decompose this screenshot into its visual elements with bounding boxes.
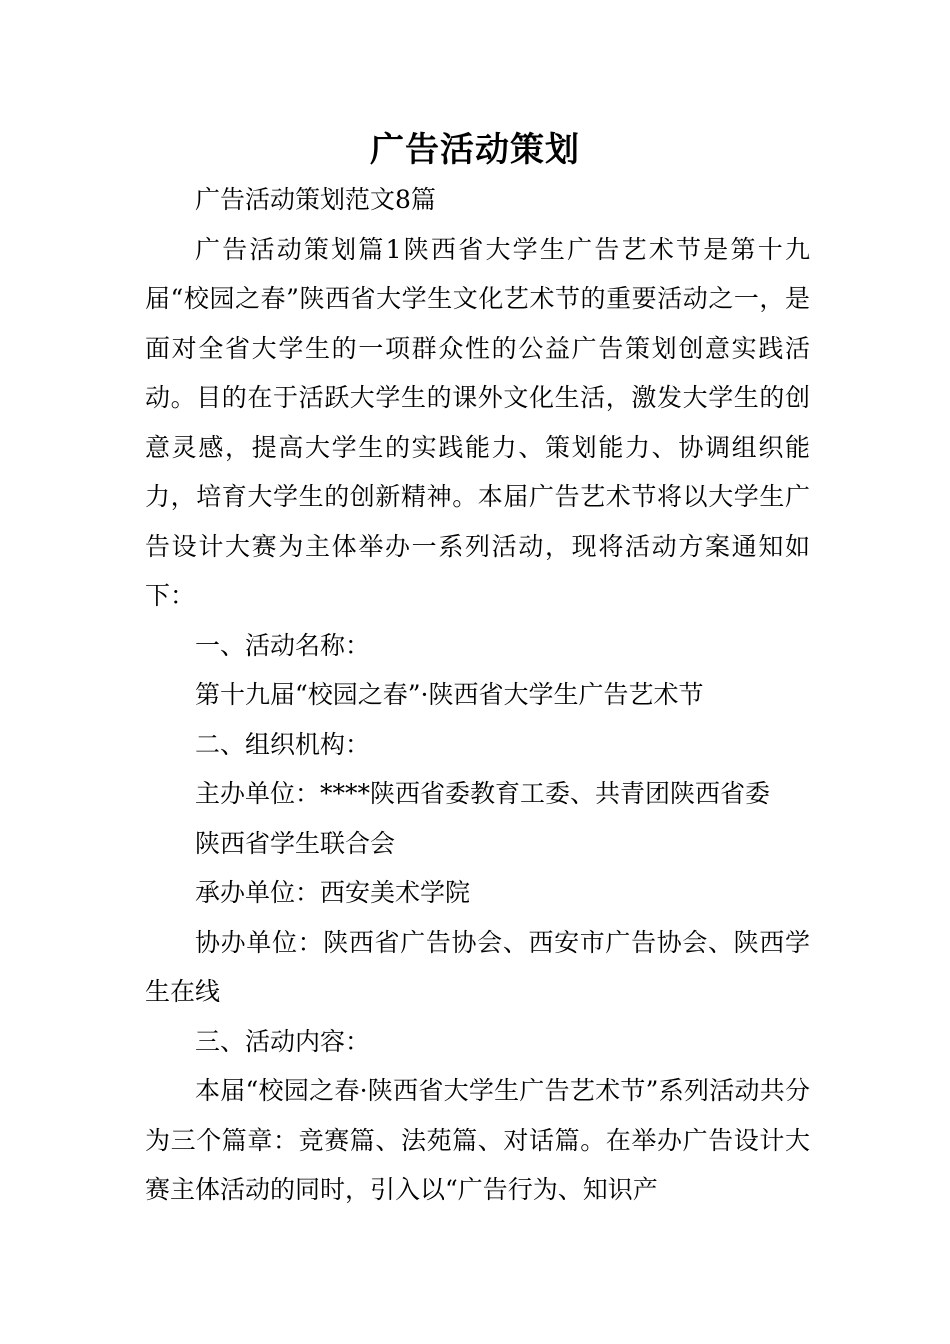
paragraph-intro: 广告活动策划篇1陕西省大学生广告艺术节是第十九届“校园之春”陕西省大学生文化艺术节的重要活动之一，是面对全省大学生的一项群众性的公益广告策划创意实践活动。目的在于活跃大学生的课外文化生活，激发大学生的创意灵感，提高大学生的实践能力、策划能力、协调组织能力，培育大学生的创新精神。本届广告艺术节将以大学生广告设计大赛为主体举办一系列活动，现将活动方案通知如下： bbox=[145, 234, 810, 610]
paragraph-subtitle: 广告活动策划范文8篇 bbox=[195, 185, 436, 214]
heading-organization: 二、组织机构： bbox=[195, 729, 371, 759]
paragraph-activity-content: 本届“校园之春·陕西省大学生广告艺术节”系列活动共分为三个篇章：竞赛篇、法苑篇、对话篇。在举办广告设计大赛主体活动的同时，引入以“广告行为、知识产 bbox=[145, 1076, 810, 1204]
document-title: 广告活动策划 bbox=[370, 130, 580, 170]
heading-activity-name: 一、活动名称： bbox=[195, 630, 371, 660]
heading-activity-content: 三、活动内容： bbox=[195, 1026, 371, 1056]
paragraph-organizer: 承办单位：西安美术学院 bbox=[195, 878, 471, 907]
paragraph-host-2: 陕西省学生联合会 bbox=[195, 828, 396, 858]
paragraph-co-organizer: 协办单位：陕西省广告协会、西安市广告协会、陕西学生在线 bbox=[145, 927, 810, 1006]
paragraph-activity-name: 第十九届“校园之春”·陕西省大学生广告艺术节 bbox=[195, 680, 704, 709]
paragraph-host: 主办单位：****陕西省委教育工委、共青团陕西省委 bbox=[195, 779, 771, 808]
document-body bbox=[145, 175, 810, 1215]
